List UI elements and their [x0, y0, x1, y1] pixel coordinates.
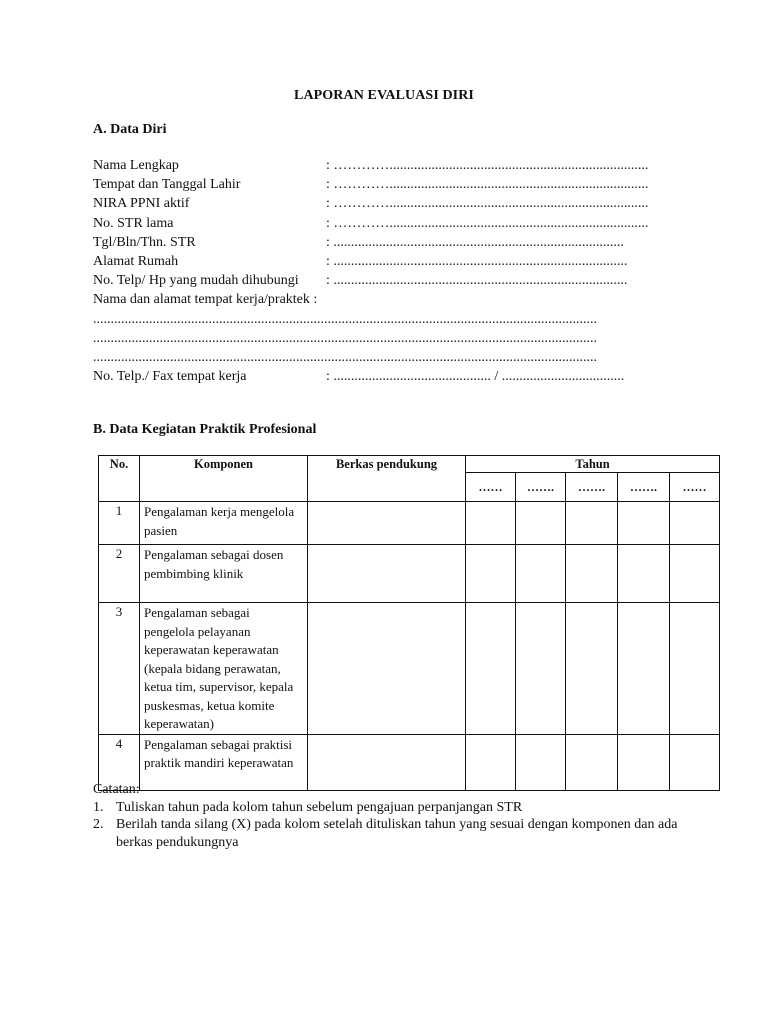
tahun-cell[interactable] [466, 545, 516, 603]
field-value: ................................................................................................................................................ [93, 311, 597, 327]
tahun-cell[interactable] [516, 545, 566, 603]
notes-heading: Catatan: [93, 782, 140, 797]
tahun-cell[interactable] [566, 603, 618, 735]
table-row [99, 603, 720, 735]
field-value: : .................................................................................... [326, 253, 628, 269]
field-alamat-rumah [93, 252, 693, 271]
field-value: : ………….......................................................................... [326, 158, 649, 173]
section-a-heading: A. Data Diri [93, 122, 167, 137]
tahun-cell[interactable] [670, 545, 720, 603]
year-cell[interactable]: …… [670, 473, 720, 502]
tahun-cell[interactable] [566, 545, 618, 603]
field-label: Tempat dan Tanggal Lahir [93, 177, 241, 193]
tahun-cell[interactable] [466, 603, 516, 735]
header-no: No. [99, 456, 140, 502]
table-header-row [99, 456, 720, 473]
data-diri-fields [93, 156, 693, 386]
header-komponen: Komponen [140, 456, 308, 502]
year-cell[interactable]: ……. [618, 473, 670, 502]
row-no: 1 [99, 502, 140, 545]
page-title: LAPORAN EVALUASI DIRI [294, 88, 474, 103]
field-nira-ppni [93, 194, 693, 213]
note-item [93, 799, 693, 817]
field-label: No. Telp./ Fax tempat kerja [93, 369, 247, 385]
field-telp-fax-kerja [93, 367, 693, 386]
field-label: Tgl/Bln/Thn. STR [93, 234, 196, 250]
year-cell[interactable]: …… [466, 473, 516, 502]
field-nama-lengkap [93, 156, 693, 175]
field-value: : ………….......................................................................... [326, 215, 649, 231]
row-komponen: Pengalaman sebagai dosen pembimbing klinik [140, 545, 308, 603]
year-cell[interactable]: ……. [566, 473, 618, 502]
tahun-cell[interactable] [466, 502, 516, 545]
row-no: 2 [99, 545, 140, 603]
section-b-heading: B. Data Kegiatan Praktik Profesional [93, 422, 317, 437]
berkas-cell[interactable] [308, 603, 466, 735]
row-no: 4 [99, 734, 140, 790]
row-komponen: Pengalaman kerja mengelola pasien [140, 502, 308, 545]
field-label: Nama dan alamat tempat kerja/praktek : [93, 292, 318, 308]
tahun-cell[interactable] [618, 502, 670, 545]
field-tempat-kerja-line-3 [93, 348, 693, 367]
row-komponen: Pengalaman sebagai praktisi praktik mandiri keperawatan [140, 734, 308, 790]
row-komponen: Pengalaman sebagai pengelola pelayanan keperawatan keperawatan (kepala bidang perawatan, ketua tim, supervisor, kepala puskesmas, ketua komite keperawatan) [140, 603, 308, 735]
table-row [99, 502, 720, 545]
tahun-cell[interactable] [670, 502, 720, 545]
field-value: : ............................................. / ................................... [326, 369, 625, 385]
berkas-cell[interactable] [308, 545, 466, 603]
kegiatan-table [98, 455, 720, 791]
field-value: : ………….......................................................................... [326, 196, 649, 212]
note-number: 1. [93, 799, 104, 815]
field-label: No. STR lama [93, 215, 174, 231]
field-value: : .................................................................................... [326, 273, 628, 289]
field-label: No. Telp/ Hp yang mudah dihubungi [93, 273, 299, 289]
field-value: : ................................................................................... [326, 234, 624, 250]
field-value: ................................................................................................................................................ [93, 330, 597, 346]
field-telp-hp [93, 271, 693, 290]
field-tempat-kerja-line-1 [93, 310, 693, 329]
tahun-cell[interactable] [516, 603, 566, 735]
field-label: Nama Lengkap [93, 158, 179, 173]
field-tempat-kerja-line-2 [93, 329, 693, 348]
row-no: 3 [99, 603, 140, 735]
field-str-lama [93, 214, 693, 233]
field-value: : ………….......................................................................... [326, 177, 649, 193]
table-row [99, 545, 720, 603]
tahun-cell[interactable] [670, 603, 720, 735]
note-item [93, 816, 693, 851]
field-tempat-tanggal-lahir [93, 175, 693, 194]
note-text: Berilah tanda silang (X) pada kolom setelah dituliskan tahun yang sesuai dengan komponen dan ada berkas pendukungnya [116, 817, 678, 850]
field-value: ................................................................................................................................................ [93, 349, 597, 365]
note-text: Tuliskan tahun pada kolom tahun sebelum pengajuan perpanjangan STR [116, 799, 523, 815]
tahun-cell[interactable] [618, 603, 670, 735]
header-tahun: Tahun [466, 456, 720, 473]
tahun-cell[interactable] [516, 502, 566, 545]
notes-section [93, 781, 693, 851]
berkas-cell[interactable] [308, 502, 466, 545]
note-number: 2. [93, 817, 104, 832]
field-tgl-str [93, 233, 693, 252]
tahun-cell[interactable] [566, 502, 618, 545]
field-label: NIRA PPNI aktif [93, 196, 190, 212]
year-cell[interactable]: ……. [516, 473, 566, 502]
header-berkas: Berkas pendukung [308, 456, 466, 502]
tahun-cell[interactable] [618, 545, 670, 603]
field-label: Alamat Rumah [93, 253, 179, 269]
field-tempat-kerja [93, 290, 693, 309]
